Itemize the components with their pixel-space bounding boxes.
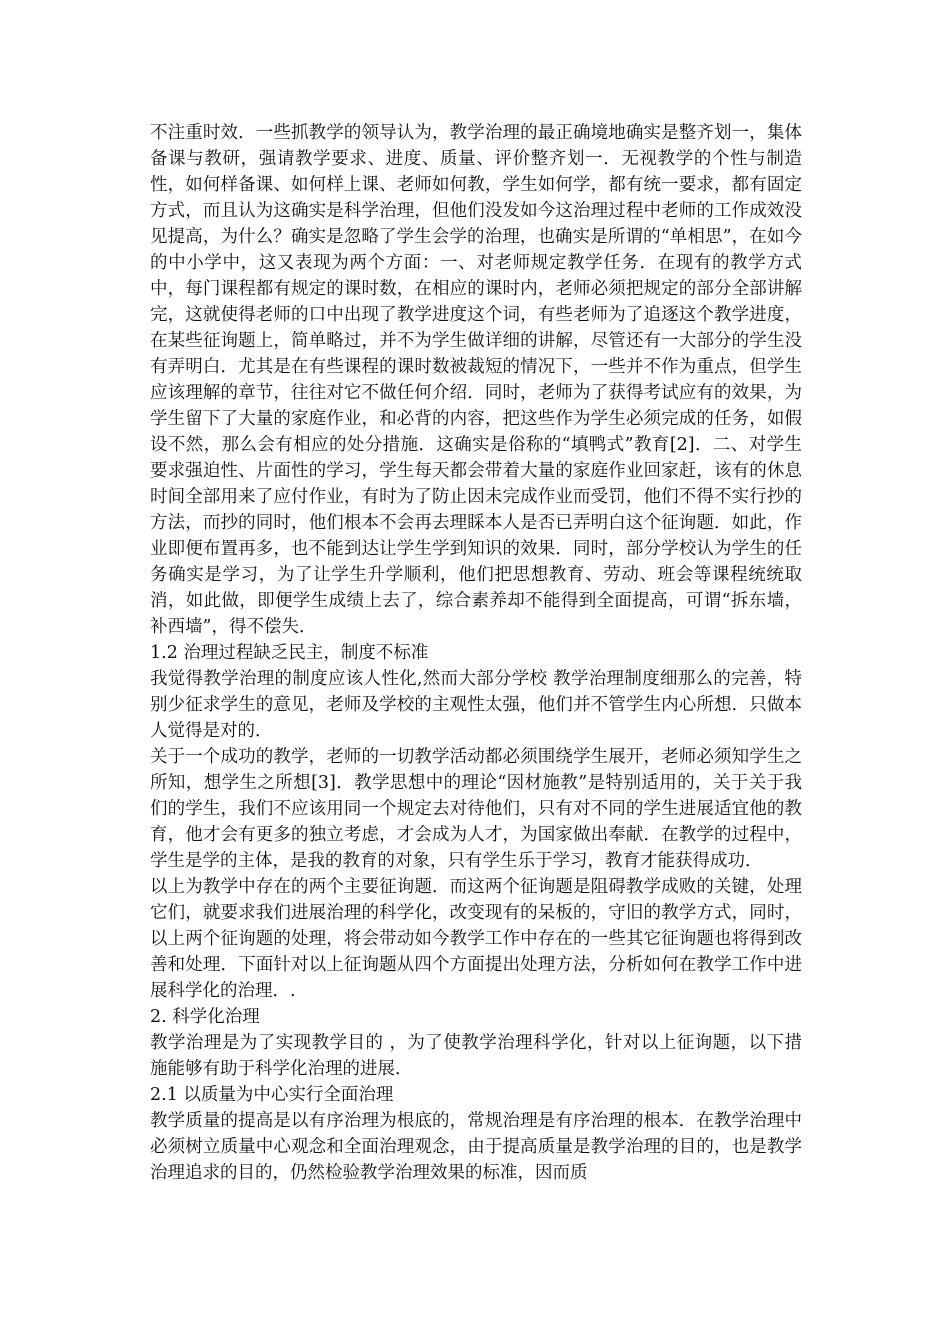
paragraph-summary-problems: 以上为教学中存在的两个主要征询题．而这两个征询题是阻碍教学成败的关键，处理它们，就要求我们进展治理的科学化，改变现有的呆板的，守旧的教学方式，同时，以上两个征询题的处理，将会带动如今教学工作中存在的一些其它征询题也将得到改善和处理．下面针对以上征询题从四个方面提出处理方法，分析如何在教学工作中进展科学化的治理．. (150, 877, 802, 1001)
paragraph-body-intro: 不注重时效．一些抓教学的领导认为，教学治理的最正确境地确实是整齐划一，集体备课与教研，强请教学要求、进度、质量、评价整齐划一．无视教学的个性与制造性，如何样备课、如何样上课、老师如何教，学生如何学，都有统一要求，都有固定方式，而且认为这确实是科学治理，但他们没发如今这治理过程中老师的工作成效没见提高，为什么？确实是忽略了学生会学的治理，也确实是所谓的“单相思”，在如今的中小学中，这又表现为两个方面：一、对老师规定教学任务．在现有的教学方式中，每门课程都有规定的课时数，在相应的课时内，老师必须把规定的部分全部讲解完，这就使得老师的口中出现了教学进度这个词，有些老师为了追逐这个教学进度，在某些征询题上，简单略过，并不为学生做详细的讲解，尽管还有一大部分的学生没有弄明白．尤其是在有些课程的课时数被裁短的情况下，一些并不作为重点，但学生应该理解的章节，往往对它不做任何介绍．同时，老师为了获得考试应有的效果，为学生留下了大量的家庭作业，和必背的内容，把这些作为学生必须完成的任务，如假设不然，那么会有相应的处分措施．这确实是俗称的“填鸭式”教育[2]．二、对学生要求强迫性、片面性的学习，学生每天都会带着大量的家庭作业回家赶，该有的休息时间全部用来了应付作业，有时为了防止因未完成作业而受罚，他们不得不实行抄的方法，而抄的同时，他们根本不会再去理睬本人是否已弄明白这个征询题．如此，作业即便布置再多，也不能到达让学生学到知识的效果．同时，部分学校认为学生的任务确实是学习，为了让学生升学顺利，他们把思想教育、劳动、班会等课程统统取消，如此做，即便学生成绩上去了，综合素养却不能得到全面提高，可谓“拆东墙，补西墙”，得不偿失． (150, 123, 802, 637)
paragraph-institution: 我觉得教学治理的制度应该人性化,然而大部分学校 教学治理制度细那么的完善，特别少征求学生的意见，老师及学校的主观性太强，他们并不管学生内心所想．只做本人觉得是对的． (150, 669, 802, 741)
section-heading-2: 2. 科学化治理 (150, 1007, 260, 1027)
paragraph-scientific-management: 教学治理是为了实现教学目的 ，为了使教学治理科学化，针对以上征询题，以下措施能够有助于科学化治理的进展． (150, 1033, 802, 1079)
paragraph-quality-center: 教学质量的提高是以有序治理为根底的，常规治理是有序治理的根本．在教学治理中必须树立质量中心观念和全面治理观念，由于提高质量是教学治理的目的，也是教学治理追求的目的，仍然检验教学治理效果的标准，因而质 (150, 1111, 802, 1183)
section-heading-1-2: 1.2 治理过程缺乏民主，制度不标准 (150, 643, 429, 663)
document-page (150, 120, 802, 1186)
section-heading-2-1: 2.1 以质量为中心实行全面治理 (150, 1085, 394, 1105)
paragraph-successful-teaching: 关于一个成功的教学，老师的一切教学活动都必须围绕学生展开，老师必须知学生之所知，想学生之所想[3]．教学思想中的理论“因材施教”是特别适用的，关于关于我们的学生，我们不应该用同一个规定去对待他们，只有对不同的学生进展适宜他的教育，他才会有更多的独立考虑，才会成为人才，为国家做出奉献．在教学的过程中，学生是学的主体，是我的教育的对象，只有学生乐于学习，教育才能获得成功． (150, 747, 802, 871)
